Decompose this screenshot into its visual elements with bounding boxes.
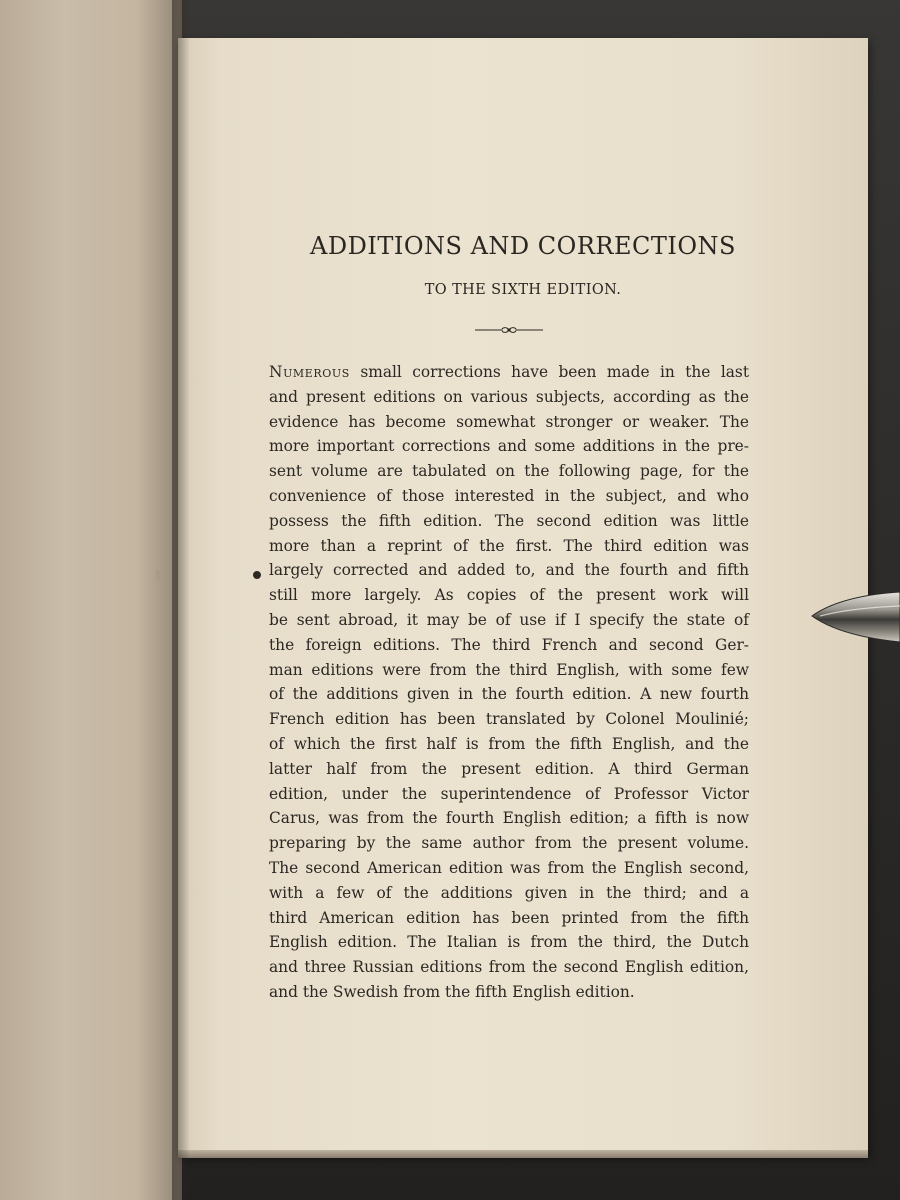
text-line: French edition has been translated by Colonel Moulinié; [269, 710, 749, 729]
text-line: more important corrections and some additions in the pre- [269, 437, 749, 456]
page-subtitle: TO THE SIXTH EDITION. [424, 282, 622, 298]
text-line: man editions were from the third English, with some few [269, 660, 749, 679]
text-line: be sent abroad, it may be of use if I specify the state of [269, 610, 749, 629]
text-line: Carus, was from the fourth English edition; a fifth is now [269, 809, 749, 828]
text-line: with a few of the additions given in the third; and a [269, 883, 749, 902]
page-title: ADDITIONS AND CORRECTIONS [310, 232, 736, 260]
text-line-rest: small corrections have been made in the last [349, 363, 749, 381]
body-paragraph [269, 360, 749, 1005]
text-line: and present editions on various subjects, according as the [269, 387, 749, 406]
text-line: convenience of those interested in the subject, and who [269, 486, 749, 505]
text-line: possess the fifth edition. The second edition was little [269, 511, 749, 530]
text-line: more than a reprint of the first. The third edition was [269, 536, 749, 555]
page-holder-clip-icon [810, 588, 900, 646]
text-line: English edition. The Italian is from the third, the Dutch [269, 933, 749, 952]
text-line: of the additions given in the fourth edition. A new fourth [269, 685, 749, 704]
text-line: of which the first half is from the fifth English, and the [269, 734, 749, 753]
text-line: sent volume are tabulated on the following page, for the [269, 462, 749, 481]
text-line: largely corrected and added to, and the fourth and fifth [269, 561, 749, 580]
text-line: preparing by the same author from the present volume. [269, 834, 749, 853]
text-line: and the Swedish from the fifth English edition. [269, 982, 635, 1001]
text-line: edition, under the superintendence of Professor Victor [269, 784, 749, 803]
text-line: third American edition has been printed from the fifth [269, 908, 749, 927]
text-line: still more largely. As copies of the present work will [269, 586, 749, 605]
ornamental-rule-icon [475, 325, 543, 335]
text-line: latter half from the present edition. A third German [269, 759, 749, 778]
text-line [269, 360, 749, 385]
text-line: and three Russian editions from the second English edition, [269, 958, 749, 977]
text-line: evidence has become somewhat stronger or weaker. The [269, 412, 749, 431]
left-page [0, 0, 182, 1200]
paper-speck [156, 570, 160, 580]
gutter-shadow [172, 0, 190, 1200]
page-edge [178, 1150, 868, 1158]
text-line: the foreign editions. The third French and second Ger- [269, 635, 749, 654]
text-line: The second American edition was from the English second, [269, 858, 749, 877]
ink-dot [253, 571, 261, 579]
lead-word: Numerous [269, 363, 350, 381]
